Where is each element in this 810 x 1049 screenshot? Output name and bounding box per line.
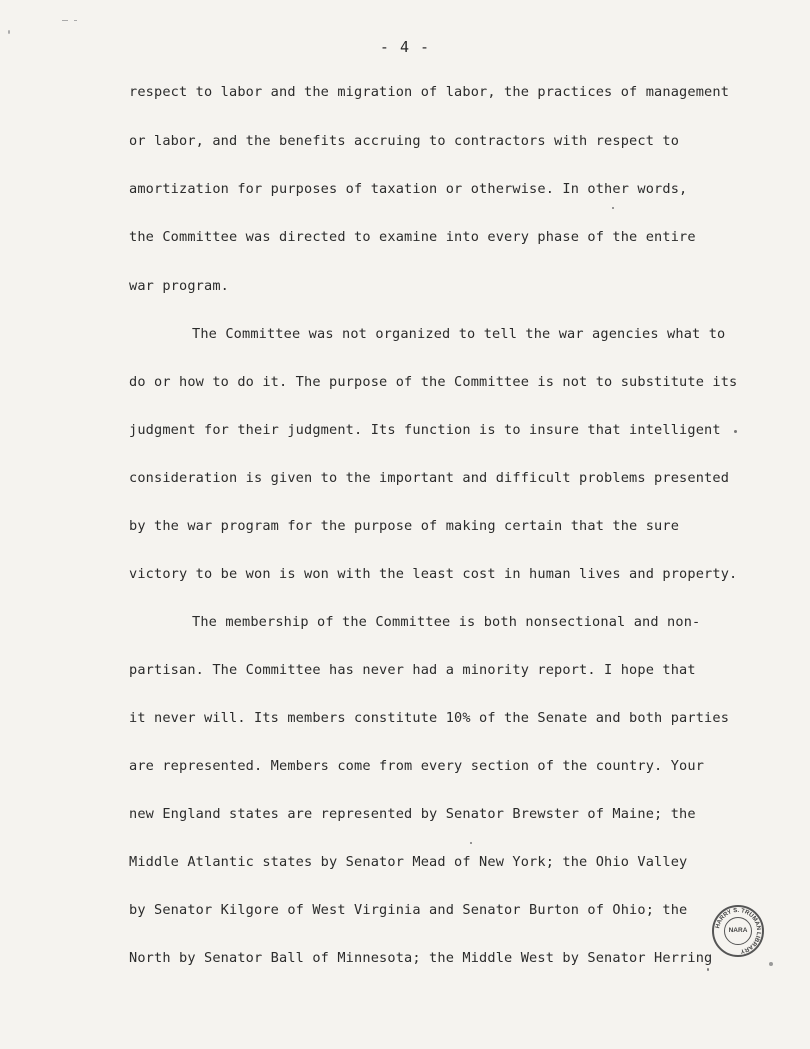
text-line: The Committee was not organized to tell the war agencies what to bbox=[192, 326, 726, 342]
svg-text:HARRY S. TRUMAN LIBRARY: HARRY S. TRUMAN LIBRARY bbox=[715, 907, 762, 954]
page-number: - 4 - bbox=[379, 38, 431, 56]
text-line: victory to be won is won with the least cost in human lives and property. bbox=[129, 566, 738, 582]
scan-speck bbox=[707, 968, 709, 971]
text-line: respect to labor and the migration of labor, the practices of management bbox=[129, 84, 730, 100]
text-line: war program. bbox=[129, 278, 230, 294]
scan-speck bbox=[769, 962, 773, 966]
text-line: it never will. Its members constitute 10% of the Senate and both parties bbox=[129, 710, 730, 726]
scan-speck bbox=[734, 430, 737, 433]
text-line: by Senator Kilgore of West Virginia and Senator Burton of Ohio; the bbox=[129, 902, 688, 918]
text-line: do or how to do it. The purpose of the Committee is not to substitute its bbox=[129, 374, 738, 390]
text-line: Middle Atlantic states by Senator Mead of New York; the Ohio Valley bbox=[129, 854, 688, 870]
scan-speck bbox=[470, 842, 472, 844]
text-line: amortization for purposes of taxation or otherwise. In other words, bbox=[129, 181, 688, 197]
library-stamp bbox=[712, 905, 764, 957]
text-line: new England states are represented by Senator Brewster of Maine; the bbox=[129, 806, 696, 822]
scan-speck bbox=[612, 207, 614, 209]
scan-speck bbox=[74, 20, 77, 21]
text-line: North by Senator Ball of Minnesota; the Middle West by Senator Herring bbox=[129, 950, 713, 966]
text-line: partisan. The Committee has never had a minority report. I hope that bbox=[129, 662, 696, 678]
text-line: judgment for their judgment. Its function is to insure that intelligent bbox=[129, 422, 721, 438]
scan-speck bbox=[62, 20, 68, 21]
text-line: consideration is given to the important and difficult problems presented bbox=[129, 470, 730, 486]
text-line: The membership of the Committee is both nonsectional and non- bbox=[192, 614, 701, 630]
text-line: or labor, and the benefits accruing to contractors with respect to bbox=[129, 133, 680, 149]
text-line: by the war program for the purpose of making certain that the sure bbox=[129, 518, 680, 534]
text-line: are represented. Members come from every section of the country. Your bbox=[129, 758, 705, 774]
text-line: the Committee was directed to examine into every phase of the entire bbox=[129, 229, 696, 245]
stamp-center-text: NARA bbox=[728, 927, 748, 934]
scan-speck bbox=[8, 30, 10, 34]
